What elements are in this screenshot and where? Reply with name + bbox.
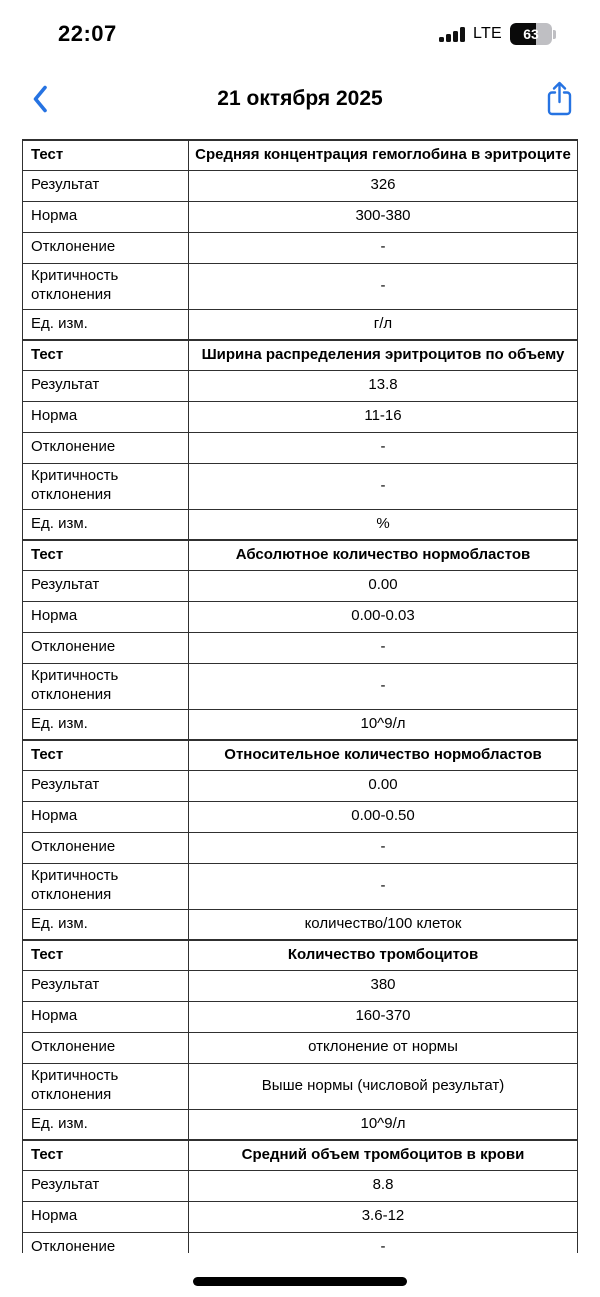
result-value: 0.00	[189, 770, 578, 801]
test-block	[23, 540, 578, 740]
result-value: 380	[189, 970, 578, 1001]
row-label-norm: Норма	[23, 1201, 189, 1232]
row-label-test: Тест	[23, 1140, 189, 1170]
table-row-unit	[23, 509, 578, 540]
row-label-deviation: Отклонение	[23, 832, 189, 863]
row-label-unit: Ед. изм.	[23, 509, 189, 540]
row-label-result: Результат	[23, 970, 189, 1001]
criticality-value: -	[189, 863, 578, 909]
row-label-test: Тест	[23, 340, 189, 370]
deviation-value: -	[189, 832, 578, 863]
norm-value: 0.00-0.50	[189, 801, 578, 832]
test-block	[23, 340, 578, 540]
criticality-value: -	[189, 263, 578, 309]
table-row-result	[23, 1170, 578, 1201]
row-label-norm: Норма	[23, 601, 189, 632]
row-label-result: Результат	[23, 570, 189, 601]
unit-value: %	[189, 509, 578, 540]
table-row-result	[23, 170, 578, 201]
row-label-norm: Норма	[23, 401, 189, 432]
table-row-criticality	[23, 663, 578, 709]
norm-value: 300-380	[189, 201, 578, 232]
table-row-unit	[23, 709, 578, 740]
table-row-test	[23, 140, 578, 170]
row-label-criticality: Критичность отклонения	[23, 1063, 189, 1109]
row-label-criticality: Критичность отклонения	[23, 663, 189, 709]
row-label-unit: Ед. изм.	[23, 909, 189, 940]
table-row-criticality	[23, 463, 578, 509]
table-row-norm	[23, 801, 578, 832]
test-block	[23, 1140, 578, 1253]
test-name: Абсолютное количество нормобластов	[189, 540, 578, 570]
norm-value: 0.00-0.03	[189, 601, 578, 632]
norm-value: 3.6-12	[189, 1201, 578, 1232]
row-label-test: Тест	[23, 740, 189, 770]
chevron-left-icon	[30, 84, 51, 114]
table-row-test	[23, 740, 578, 770]
test-block	[23, 940, 578, 1140]
row-label-deviation: Отклонение	[23, 632, 189, 663]
table-row-norm	[23, 601, 578, 632]
battery-icon	[510, 23, 556, 45]
table-row-test	[23, 340, 578, 370]
battery-cap	[553, 30, 556, 39]
status-bar	[0, 0, 600, 58]
table-row-deviation	[23, 432, 578, 463]
row-label-deviation: Отклонение	[23, 1232, 189, 1253]
deviation-value: -	[189, 1232, 578, 1253]
back-button[interactable]	[30, 84, 51, 114]
table-row-norm	[23, 201, 578, 232]
document-scroll-area[interactable]	[0, 139, 600, 1253]
row-label-unit: Ед. изм.	[23, 309, 189, 340]
table-row-test	[23, 940, 578, 970]
table-row-deviation	[23, 632, 578, 663]
table-row-test	[23, 1140, 578, 1170]
status-bar-right-cluster	[439, 23, 556, 45]
page-title: 21 октября 2025	[217, 86, 383, 110]
cellular-signal-icon	[439, 27, 465, 42]
row-label-result: Результат	[23, 370, 189, 401]
test-name: Ширина распределения эритроцитов по объему	[189, 340, 578, 370]
test-name: Относительное количество нормобластов	[189, 740, 578, 770]
table-row-result	[23, 770, 578, 801]
table-row-unit	[23, 309, 578, 340]
row-label-deviation: Отклонение	[23, 232, 189, 263]
table-row-deviation	[23, 1032, 578, 1063]
row-label-criticality: Критичность отклонения	[23, 863, 189, 909]
table-row-result	[23, 370, 578, 401]
test-name: Количество тромбоцитов	[189, 940, 578, 970]
deviation-value: -	[189, 232, 578, 263]
result-value: 13.8	[189, 370, 578, 401]
row-label-norm: Норма	[23, 201, 189, 232]
row-label-unit: Ед. изм.	[23, 709, 189, 740]
table-row-unit	[23, 1109, 578, 1140]
table-row-criticality	[23, 263, 578, 309]
unit-value: количество/100 клеток	[189, 909, 578, 940]
row-label-norm: Норма	[23, 801, 189, 832]
row-label-result: Результат	[23, 770, 189, 801]
result-value: 0.00	[189, 570, 578, 601]
table-row-test	[23, 540, 578, 570]
criticality-value: -	[189, 463, 578, 509]
share-icon	[545, 80, 574, 117]
status-bar-time: 22:07	[58, 21, 117, 46]
table-row-deviation	[23, 1232, 578, 1253]
row-label-result: Результат	[23, 170, 189, 201]
test-block	[23, 740, 578, 940]
row-label-criticality: Критичность отклонения	[23, 263, 189, 309]
test-name: Средняя концентрация гемоглобина в эритроците	[189, 140, 578, 170]
table-row-result	[23, 570, 578, 601]
table-row-criticality	[23, 1063, 578, 1109]
norm-value: 11-16	[189, 401, 578, 432]
table-row-norm	[23, 401, 578, 432]
navigation-bar	[0, 58, 600, 139]
share-button[interactable]	[545, 80, 574, 117]
table-row-deviation	[23, 832, 578, 863]
home-indicator[interactable]	[193, 1277, 407, 1286]
row-label-test: Тест	[23, 540, 189, 570]
deviation-value: -	[189, 432, 578, 463]
table-row-criticality	[23, 863, 578, 909]
test-block	[23, 140, 578, 340]
row-label-criticality: Критичность отклонения	[23, 463, 189, 509]
table-row-deviation	[23, 232, 578, 263]
unit-value: 10^9/л	[189, 709, 578, 740]
battery-percent-label: 63	[523, 26, 539, 42]
row-label-test: Тест	[23, 940, 189, 970]
row-label-deviation: Отклонение	[23, 432, 189, 463]
result-value: 8.8	[189, 1170, 578, 1201]
deviation-value: -	[189, 632, 578, 663]
row-label-deviation: Отклонение	[23, 1032, 189, 1063]
norm-value: 160-370	[189, 1001, 578, 1032]
criticality-value: Выше нормы (числовой результат)	[189, 1063, 578, 1109]
table-row-unit	[23, 909, 578, 940]
unit-value: 10^9/л	[189, 1109, 578, 1140]
row-label-unit: Ед. изм.	[23, 1109, 189, 1140]
table-row-norm	[23, 1201, 578, 1232]
row-label-norm: Норма	[23, 1001, 189, 1032]
lab-results-table	[22, 139, 578, 1253]
criticality-value: -	[189, 663, 578, 709]
test-name: Средний объем тромбоцитов в крови	[189, 1140, 578, 1170]
network-type-label: LTE	[472, 25, 502, 42]
result-value: 326	[189, 170, 578, 201]
row-label-test: Тест	[23, 140, 189, 170]
deviation-value: отклонение от нормы	[189, 1032, 578, 1063]
table-row-norm	[23, 1001, 578, 1032]
table-row-result	[23, 970, 578, 1001]
row-label-result: Результат	[23, 1170, 189, 1201]
unit-value: г/л	[189, 309, 578, 340]
